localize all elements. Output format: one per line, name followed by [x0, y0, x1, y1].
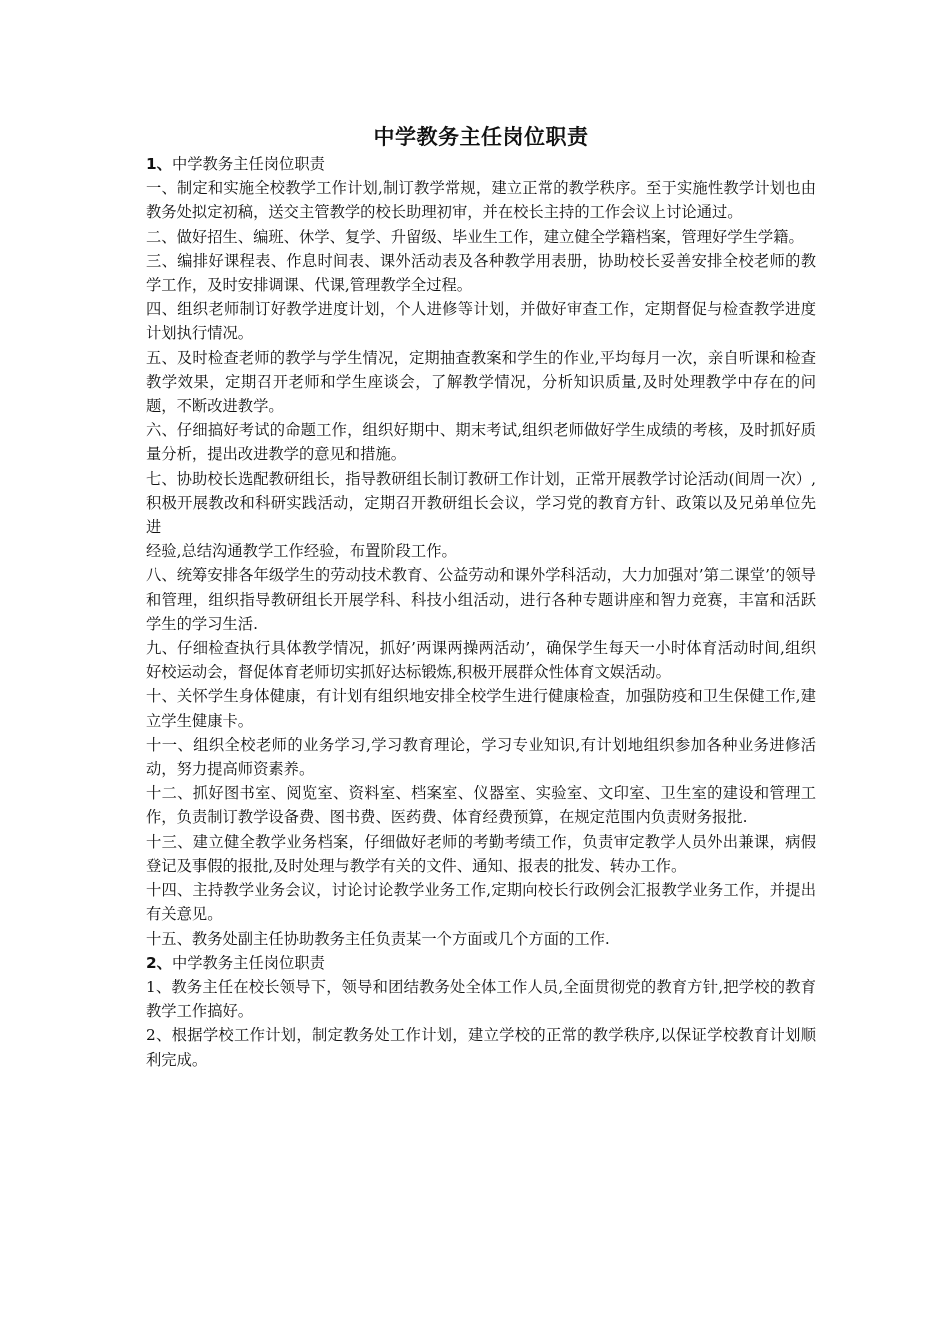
section-heading-text: 中学教务主任岗位职责: [171, 953, 325, 972]
section-heading: [146, 951, 816, 975]
paragraph: 十四、主持教学业务会议，讨论讨论教学业务工作,定期向校长行政例会汇报教学业务工作，并提出有关意见。: [146, 881, 816, 924]
paragraph: 一、制定和实施全校教学工作计划,制订教学常规，建立正常的教学秩序。至于实施性教学计划也由教务处拟定初稿，送交主管教学的校长助理初审，并在校长主持的工作会议上讨论通过。: [146, 179, 816, 222]
paragraph: 十一、组织全校老师的业务学习,学习教育理论，学习专业知识,有计划地组织参加各种业务进修活动，努力提高师资素养。: [146, 735, 816, 779]
paragraph: 十、关怀学生身体健康，有计划有组织地安排全校学生进行健康检查，加强防疫和卫生保健工作,建立学生健康卡。: [146, 687, 816, 730]
section-heading-text: 中学教务主任岗位职责: [171, 155, 325, 173]
paragraph: 四、组织老师制订好教学进度计划，个人进修等计划，并做好审查工作，定期督促与检查教学进度计划执行情况。: [146, 300, 816, 343]
paragraph: 五、及时检查老师的教学与学生情况，定期抽查教案和学生的作业,平均每月一次，亲自听课和检查教学效果，定期召开老师和学生座谈会，了解教学情况，分析知识质量,及时处理教学中存在的问题，不断改进教学。: [146, 348, 816, 416]
section-2: [146, 951, 816, 1072]
paragraph: 八、统筹安排各年级学生的劳动技术教育、公益劳动和课外学科活动，大力加强对’第二课堂’的领导和管理，组织指导教研组长开展学科、科技小组活动，进行各种专题讲座和智力竞赛，丰富和活跃学生的学习生活.: [146, 566, 816, 633]
document-title: 中学教务主任岗位职责: [373, 125, 589, 149]
paragraph: 六、仔细搞好考试的命题工作，组织好期中、期末考试,组织老师做好学生成绩的考核，及时抓好质量分析，提出改进教学的意见和措施。: [146, 421, 816, 464]
paragraph: 1、教务主任在校长领导下，领导和团结教务处全体工作人员,全面贯彻党的教育方针,把学校的教育教学工作搞好。: [146, 977, 816, 1021]
section-heading: [146, 152, 816, 176]
paragraph: 经验,总结沟通教学工作经验，布置阶段工作。: [146, 542, 457, 561]
document-body: [146, 122, 816, 1072]
paragraph: 三、编排好课程表、作息时间表、课外活动表及各种教学用表册，协助校长妥善安排全校老师的教学工作，及时安排调课、代课,管理教学全过程。: [146, 251, 816, 295]
paragraph: 2、根据学校工作计划，制定教务处工作计划，建立学校的正常的教学秩序,以保证学校教育计划顺利完成。: [146, 1026, 816, 1069]
paragraph: 二、做好招生、编班、休学、复学、升留级、毕业生工作，建立健全学籍档案，管理好学生学籍。: [146, 227, 804, 246]
paragraph: 十二、抓好图书室、阅览室、资料室、档案室、仪器室、实验室、文印室、卫生室的建设和管理工作，负责制订教学设备费、图书费、医药费、体育经费预算，在规定范围内负责财务报批.: [146, 784, 816, 827]
paragraph: 十五、教务处副主任协助教务主任负责某一个方面或几个方面的工作.: [146, 929, 610, 948]
section-number: 1、: [146, 155, 172, 173]
paragraph: 九、仔细检查执行具体教学情况，抓好’两课两操两活动’，确保学生每天一小时体育活动时间,组织好校运动会，督促体育老师切实抓好达标锻炼,积极开展群众性体育文娱活动。: [146, 639, 816, 682]
section-number: 2、: [146, 953, 172, 972]
paragraph: 七、协助校长选配教研组长，指导教研组长制订教研工作计划，正常开展教学讨论活动(间周一次）,积极开展教改和科研实践活动，定期召开教研组长会议，学习党的教育方针、政策以及兄弟单位先进: [146, 469, 816, 537]
paragraph: 十三、建立健全教学业务档案，仔细做好老师的考勤考绩工作，负责审定教学人员外出兼课，病假登记及事假的报批,及时处理与教学有关的文件、通知、报表的批发、转办工作。: [146, 832, 816, 875]
section-1: [146, 152, 816, 951]
